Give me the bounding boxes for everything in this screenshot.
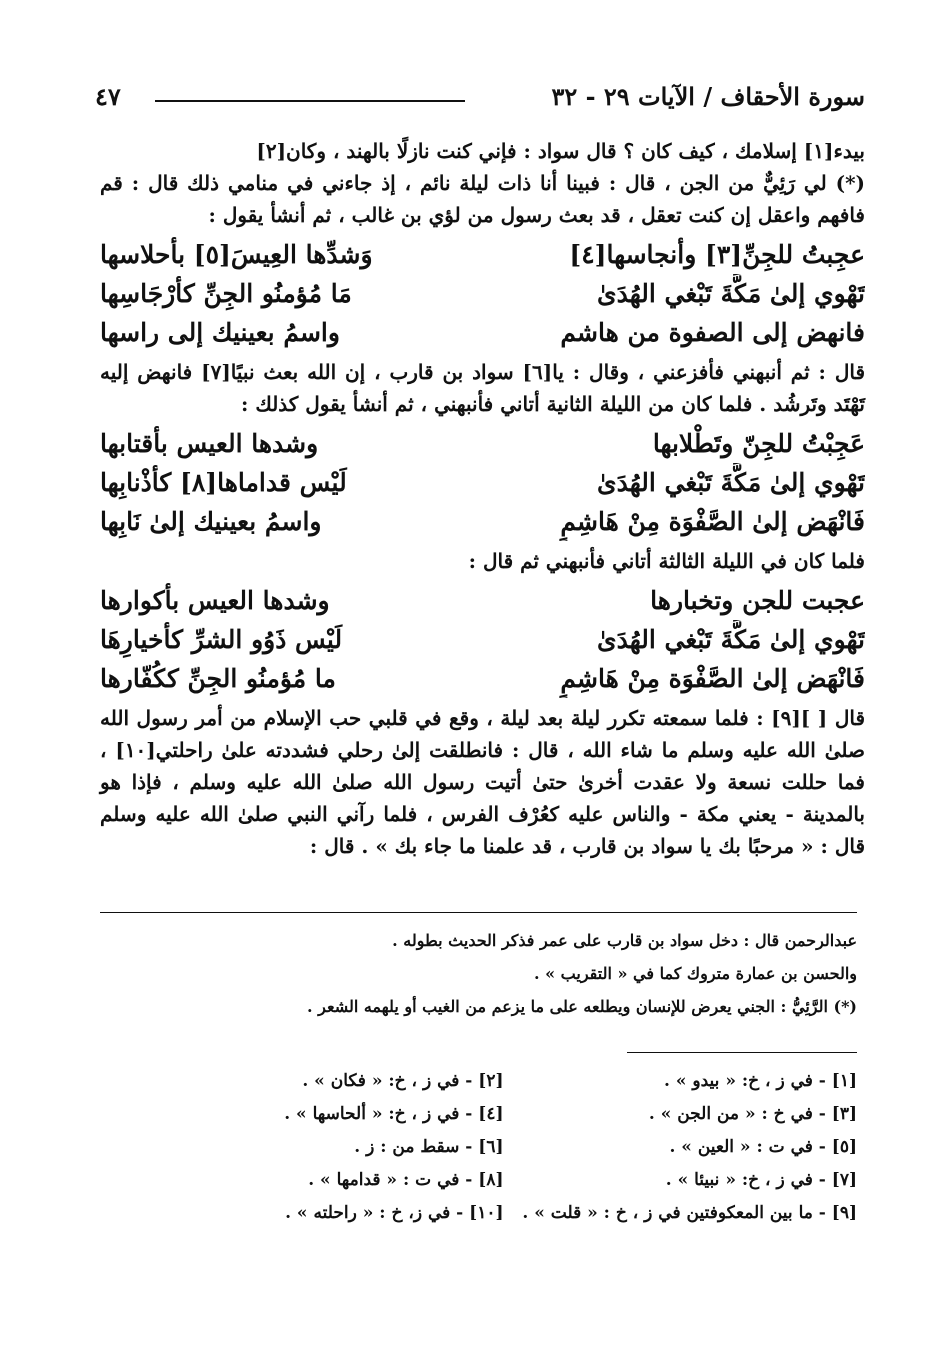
verse-line <box>100 502 865 541</box>
footnotes <box>100 924 857 1023</box>
variant-note: [٥] - في ت : « العين » . <box>669 1137 857 1157</box>
verse-line <box>100 463 865 502</box>
variant-note: [٣] - في خ : « من الجن » . <box>648 1104 857 1124</box>
verse-second-hemistich: وَشدِّها العِيسَ[٥] بأحلاسها <box>100 240 373 269</box>
verse-second-hemistich: وشدها العيس بأقتابها <box>100 429 319 458</box>
variant-note: [٤] - في ز ، خ: « ألحاسها » . <box>284 1104 504 1124</box>
running-title: سورة الأحقاف / الآيات ٢٩ - ٣٢ <box>551 82 865 111</box>
header-rule <box>155 100 465 102</box>
variant-note: [٧] - في ز ، خ: « نبيئا » . <box>665 1170 857 1190</box>
verse-first-hemistich: عَجِبْتُ للجِنّ وتَطْلابها <box>652 429 865 458</box>
verse-first-hemistich: فانهض إلى الصفوة من هاشم <box>560 318 865 347</box>
paragraph-4-text: قال [ ][٩] : فلما سمعته تكرر ليلة بعد ليلة ، وقع في قلبي حب الإسلام من أمر رسول الله صلىٰ الله عليه وسلم ما شاء الله ، قال : فانطلقت إلىٰ رحلي فشددته علىٰ راحلتي[١٠] ، فما حللت نسعة ولا عقدت أخرىٰ حتىٰ أتيت رسول الله صلىٰ الله عليه وسلم ، فإذا هو بالمدينة - يعني مكة - والناس عليه كعُرْف الفرس ، فلما رآني النبي صلىٰ الله عليه وسلم قال : <box>100 706 866 858</box>
paragraph-4-quote: « مرحبًا بك يا سواد بن قارب ، قد علمنا ما جاء بك » . قال : <box>309 834 814 858</box>
verse-second-hemistich: واسمُ بعينيك إلى راسها <box>100 318 340 347</box>
verse-first-hemistich: فَانْهَض إلىٰ الصَّفْوَة مِنْ هَاشِمٍ <box>560 664 865 693</box>
verse-line <box>100 424 865 463</box>
paragraph-2: قال : ثم أنبهني فأفزعني ، وقال : يا[٦] سواد بن قارب ، إن الله بعث نبيًا[٧] فانهض إليه تَهْتَد وتَرشُد . فلما كان من الليلة الثانية أتاني فأنبهني ، ثم أنشأ يقول كذلك : <box>100 360 866 416</box>
verse-line <box>100 274 865 313</box>
variant-notes <box>150 1068 857 1227</box>
poem-stanza-3 <box>100 581 865 698</box>
footnote-divider <box>100 912 857 913</box>
page-header <box>95 82 865 122</box>
verse-first-hemistich: عجبت للجن وتخبارها <box>650 586 865 615</box>
verse-line <box>100 581 865 620</box>
verse-line <box>100 620 865 659</box>
variant-note: [١٠] - في ز، خ : « راحلته » . <box>285 1203 504 1223</box>
poem-stanza-2 <box>100 424 865 541</box>
variant-note: [١] - في ز ، خ: « بيدو » . <box>664 1071 857 1091</box>
verse-first-hemistich: فَانْهَض إلىٰ الصَّفْوَة مِنْ هَاشِمٍ <box>560 507 865 536</box>
verse-second-hemistich: لَيْس ذَوُو الشرِّ كأخيارِهَا <box>100 625 343 654</box>
poem-stanza-1 <box>100 235 865 352</box>
verse-second-hemistich: مَا مُؤمنُو الجِنِّ كأرْجَاسِها <box>100 279 352 308</box>
variant-note: [٦] - سقط من : ز . <box>354 1137 504 1157</box>
variant-note: [٩] - ما بين المعكوفتين في ز ، خ : « قلت » . <box>522 1203 857 1223</box>
verse-first-hemistich: تَهْوي إلىٰ مَكَّةَ تَبْغي الهُدَىٰ <box>597 468 865 497</box>
paragraph-4 <box>100 702 865 862</box>
verse-line <box>100 659 865 698</box>
verse-second-hemistich: وشدها العيس بأكوارها <box>100 586 330 615</box>
variant-notes-divider <box>627 1052 857 1053</box>
verse-first-hemistich: تَهْوي إلىٰ مَكَّةَ تَبْغي الهُدَىٰ <box>597 625 865 654</box>
footnote-line: عبدالرحمن قال : دخل سواد بن قارب على عمر فذكر الحديث بطوله . <box>392 931 857 950</box>
verse-second-hemistich: لَيْس قداماها[٨] كأذْنابِها <box>100 468 347 497</box>
verse-second-hemistich: ما مُؤمنُو الجِنِّ ككُفّارها <box>100 664 336 693</box>
main-text <box>100 135 865 862</box>
paragraph-3: فلما كان في الليلة الثالثة أتاني فأنبهني ثم قال : <box>468 549 865 573</box>
verse-line <box>100 235 865 274</box>
page-number: ٤٧ <box>95 82 121 111</box>
variant-note: [٨] - في ت : « قدامها » . <box>308 1170 504 1190</box>
verse-first-hemistich: تَهْوي إلىٰ مَكَّةَ تَبْغي الهُدَىٰ <box>597 279 865 308</box>
footnote-line: والحسن بن عمارة متروك كما في « التقريب » . <box>533 964 857 983</box>
variant-note: [٢] - في ز ، خ: « فكان » . <box>302 1071 504 1091</box>
footnote-line: (*) الرَّئِيُّ : الجني يعرض للإنسان ويطلعه على ما يزعم من الغيب أو يلهمه الشعر . <box>307 997 857 1016</box>
verse-second-hemistich: واسمُ بعينيك إلىٰ نَابِها <box>100 507 322 536</box>
verse-line <box>100 313 865 352</box>
paragraph-1-lead: بيدء[١] إسلامك ، كيف كان ؟ قال سواد : فإني كنت نازلًا بالهند ، وكان[٢] <box>256 139 865 163</box>
paragraph-1: (*) لي رَئِيٌّ من الجن ، قال : فبينا أنا ذات ليلة نائم ، إذ جاءني في منامي ذلك قال : قم فافهم واعقل إن كنت تعقل ، قد بعث رسول من لؤي بن غالب ، ثم أنشأ يقول : <box>100 171 865 227</box>
verse-first-hemistich: عجِبتُ للجِنِّ[٣] وأنجاسها[٤] <box>569 240 865 269</box>
